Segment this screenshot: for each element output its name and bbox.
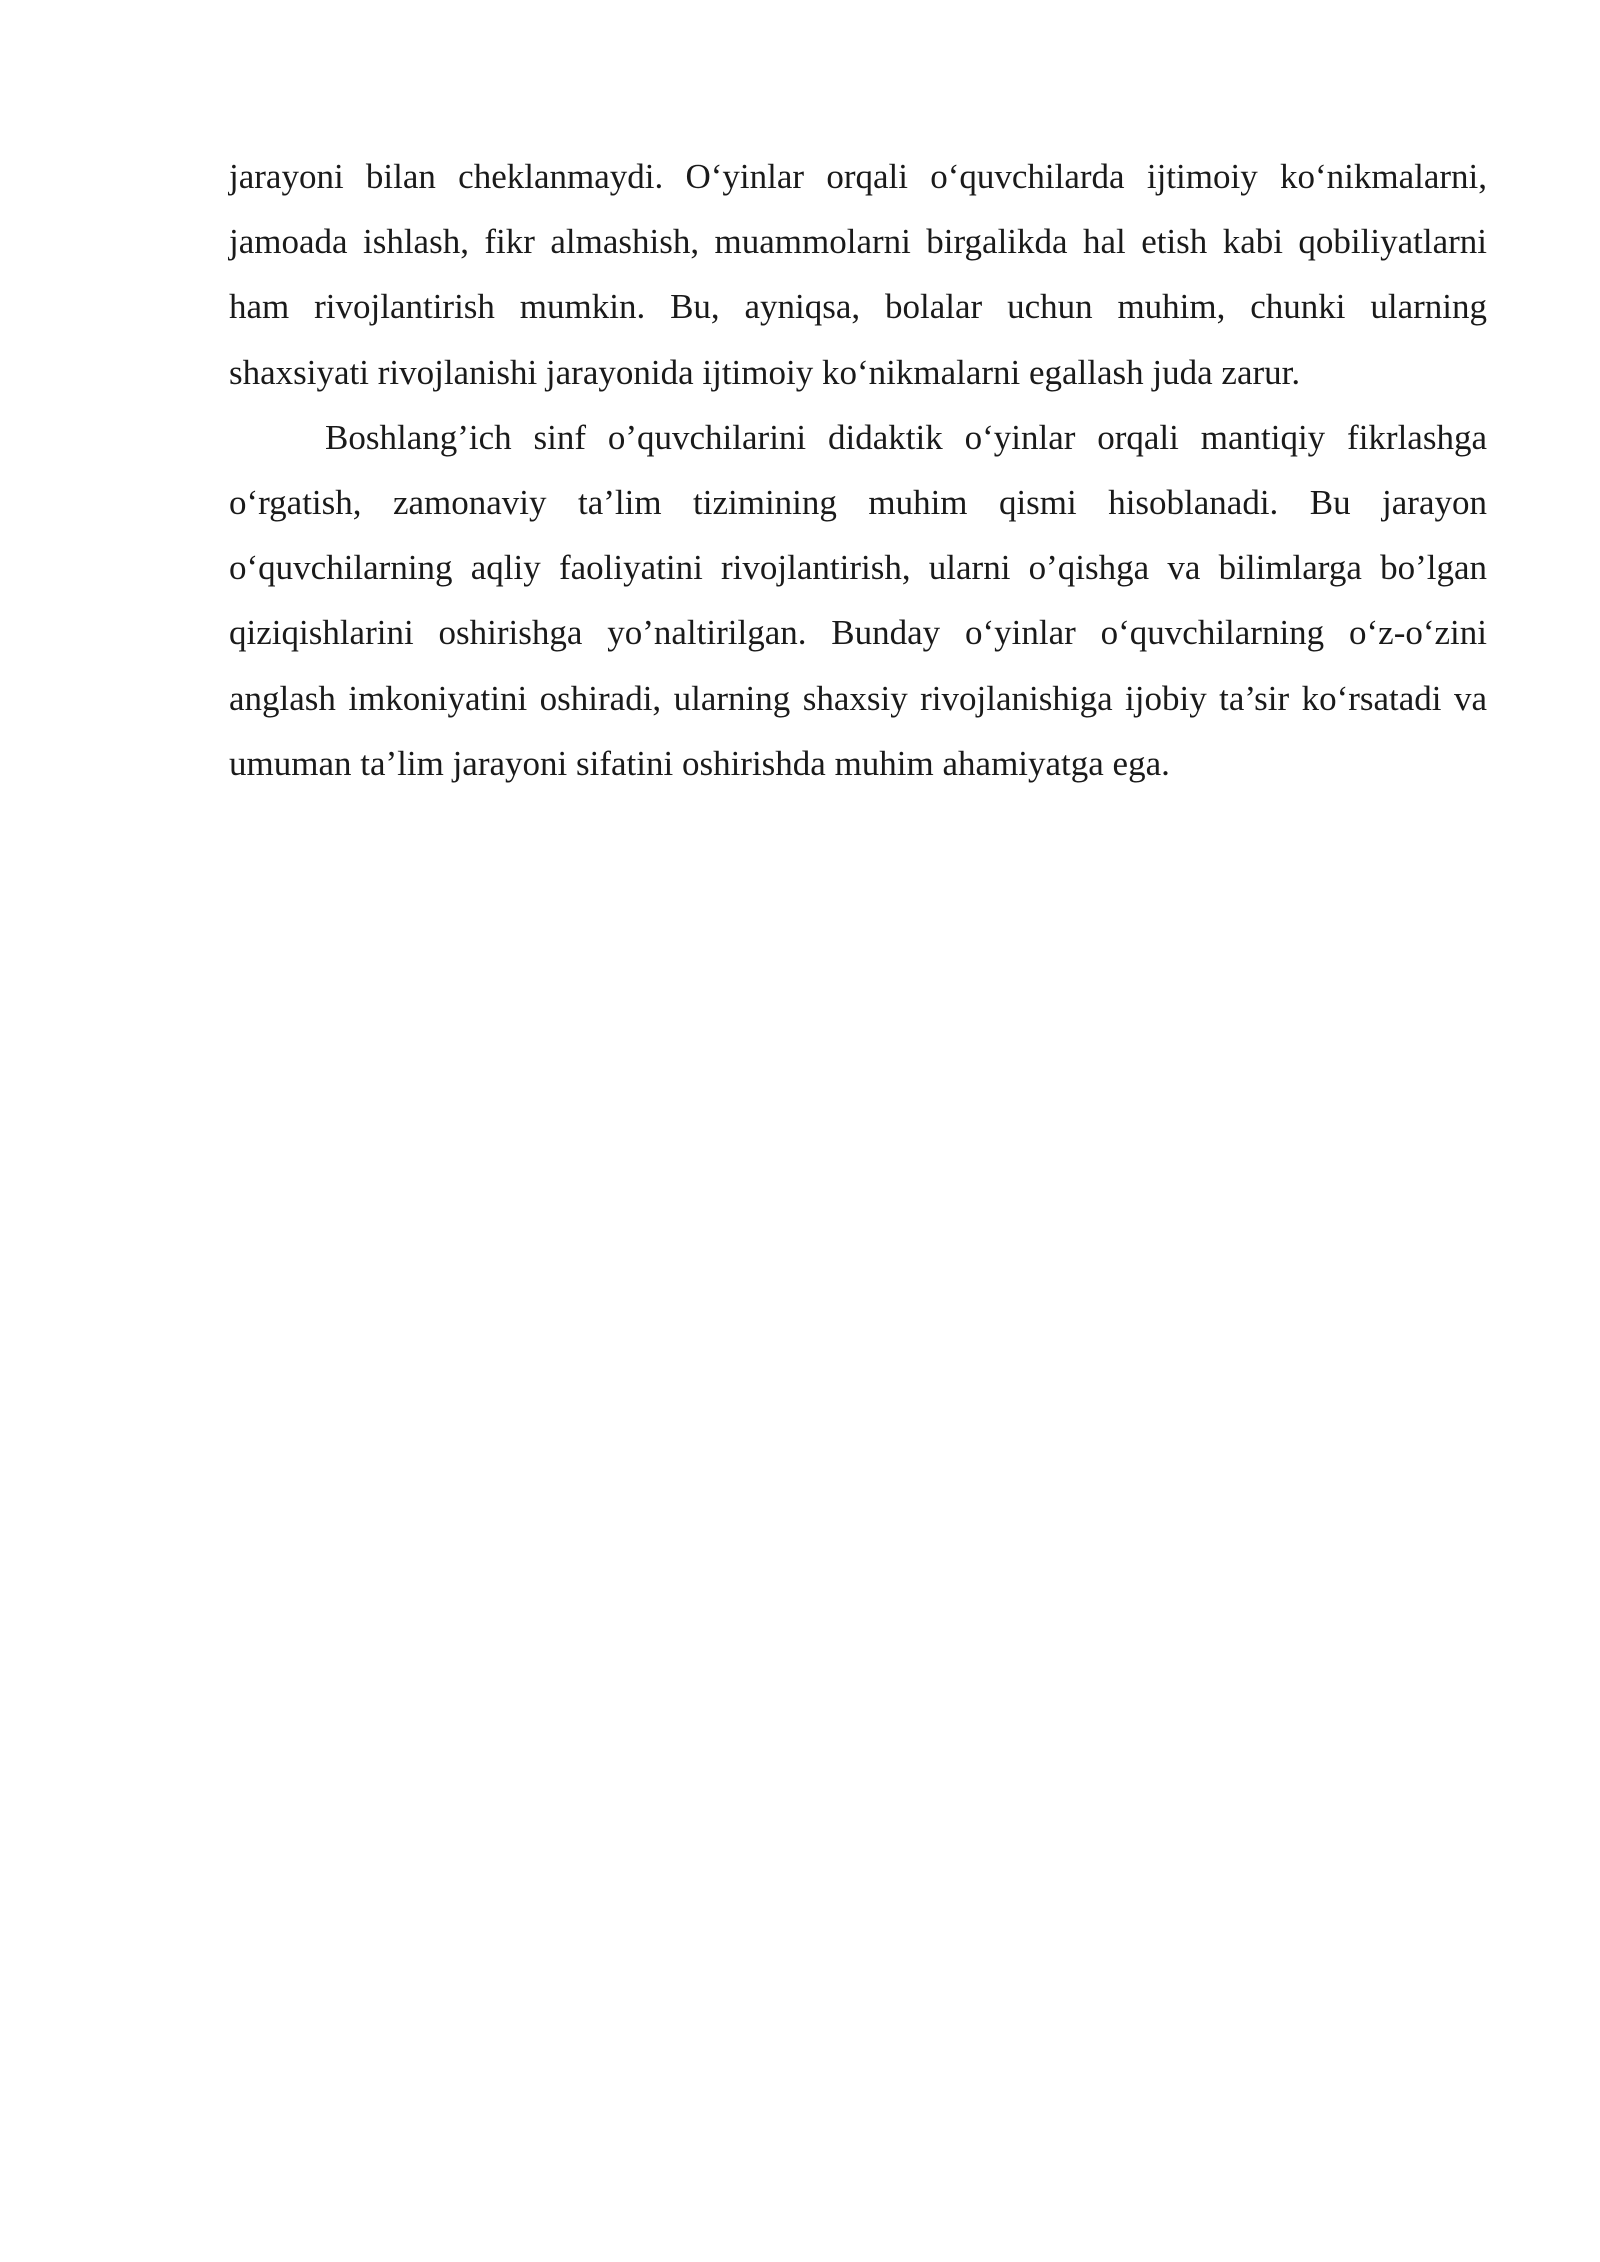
body-text bbox=[229, 144, 1487, 796]
paragraph-continuation: jarayoni bilan cheklanmaydi. O‘yinlar orqali o‘quvchilarda ijtimoiy ko‘nikmalarni, jamoada ishlash, fikr almashish, muammolarni birgalikda hal etish kabi qobiliyatlarni ham rivojlantirish mumkin. Bu, ayniqsa, bolalar uchun muhim, chunki ularning shaxsiyati rivojlanishi jarayonida ijtimoiy ko‘nikmalarni egallash juda zarur. bbox=[229, 157, 1487, 392]
paragraph-didactic-games: Boshlang’ich sinf o’quvchilarini didaktik o‘yinlar orqali mantiqiy fikrlashga o‘rgatish, zamonaviy ta’lim tizimining muhim qismi hisoblanadi. Bu jarayon o‘quvchilarning aqliy faoliyatini rivojlantirish, ularni o’qishga va bilimlarga bo’lgan qiziqishlarini oshirishga yo’naltirilgan. Bunday o‘yinlar o‘quvchilarning o‘z-o‘zini anglash imkoniyatini oshiradi, ularning shaxsiy rivojlanishiga ijobiy ta’sir ko‘rsatadi va umuman ta’lim jarayoni sifatini oshirishda muhim ahamiyatga ega. bbox=[229, 417, 1487, 783]
